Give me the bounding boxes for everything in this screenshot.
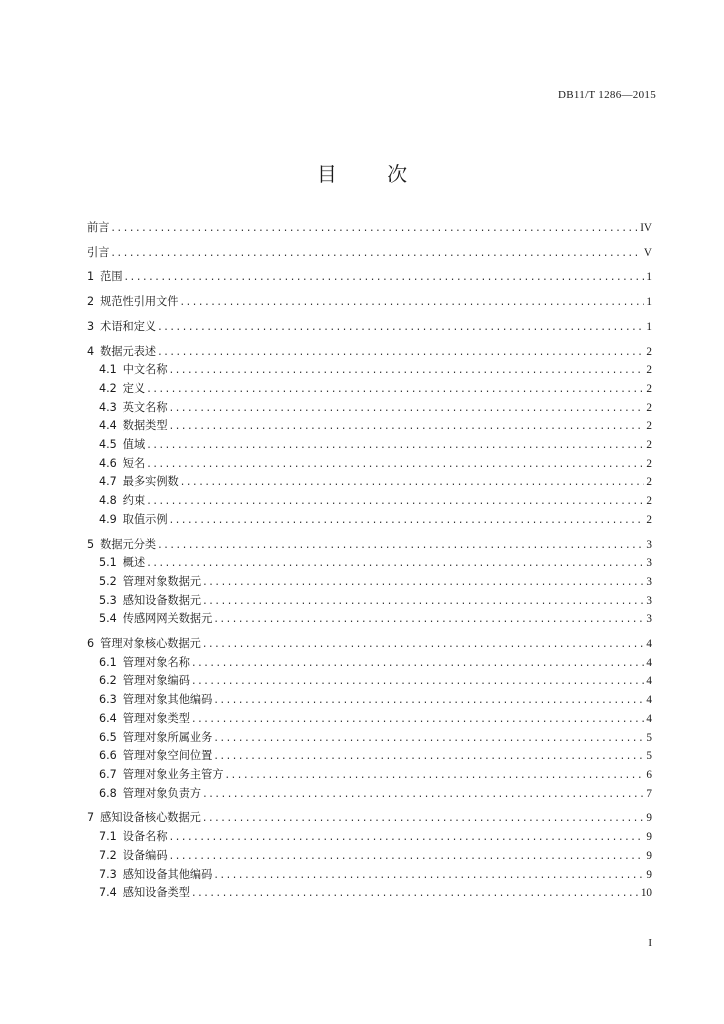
toc-entry-label: 约束 xyxy=(122,494,146,508)
toc-dot-leader xyxy=(203,592,644,611)
toc-entry-label: 规范性引用文件 xyxy=(100,295,179,309)
toc-entry-label: 管理对象核心数据元 xyxy=(100,637,201,651)
toc-entry-label: 管理对象所属业务 xyxy=(122,730,213,744)
toc-entry-label: 感知设备数据元 xyxy=(122,593,202,607)
toc-entry[interactable] xyxy=(87,436,652,455)
toc-entry-page: 2 xyxy=(646,364,652,377)
toc-dot-leader xyxy=(170,417,645,436)
toc-dot-leader xyxy=(147,492,644,511)
toc-entry-label: 范围 xyxy=(100,270,123,284)
toc-entry[interactable] xyxy=(87,729,652,748)
toc-entry-page: 3 xyxy=(646,613,652,626)
toc-entry-label: 感知设备核心数据元 xyxy=(100,811,201,825)
toc-entry-number: 4.2 xyxy=(99,381,117,395)
toc-dot-leader xyxy=(181,473,645,492)
toc-entry-page: 7 xyxy=(646,787,652,800)
toc-entry-page: 1 xyxy=(646,320,652,333)
toc-entry[interactable] xyxy=(87,809,652,828)
toc-entry-page: 4 xyxy=(646,694,652,707)
toc-entry[interactable] xyxy=(87,417,652,436)
toc-dot-leader xyxy=(158,536,644,555)
toc-entry-label: 定义 xyxy=(122,381,146,395)
toc-entry-number: 5.2 xyxy=(99,574,117,588)
toc-dot-leader xyxy=(192,672,644,691)
toc-entry-page: 6 xyxy=(646,768,652,781)
toc-entry[interactable] xyxy=(87,847,652,866)
toc-entry-page: 4 xyxy=(646,675,652,688)
toc-entry-label: 管理对象名称 xyxy=(122,655,190,669)
toc-entry-number: 6.2 xyxy=(99,674,117,688)
toc-entry-page: 10 xyxy=(640,887,652,900)
toc-entry-page: 4 xyxy=(646,638,652,651)
toc-dot-leader xyxy=(192,884,639,903)
toc-entry-number: 4.7 xyxy=(99,475,117,489)
toc-dot-leader xyxy=(214,866,644,885)
toc-entry-label: 最多实例数 xyxy=(122,475,179,489)
toc-entry-page: 5 xyxy=(646,750,652,763)
toc-dot-leader xyxy=(147,380,644,399)
toc-dot-leader xyxy=(111,219,638,238)
toc-dot-leader xyxy=(125,268,645,287)
toc-entry-label: 数据类型 xyxy=(122,419,168,433)
toc-entry-label: 管理对象空间位置 xyxy=(122,749,213,763)
toc-dot-leader xyxy=(170,361,645,380)
toc-entry-number: 4.1 xyxy=(99,363,117,377)
toc-entry-label: 数据元分类 xyxy=(100,537,157,551)
toc-entry-page: 3 xyxy=(646,538,652,551)
toc-dot-leader xyxy=(158,318,644,337)
toc-entry-number: 6.3 xyxy=(99,693,117,707)
toc-dot-leader xyxy=(192,710,644,729)
toc-dot-leader xyxy=(203,635,645,654)
toc-entry-page: 1 xyxy=(646,296,652,309)
toc-entry-page: 2 xyxy=(646,476,652,489)
toc-dot-leader xyxy=(170,847,645,866)
toc-entry-page: V xyxy=(643,246,652,259)
document-code: DB11/T 1286—2015 xyxy=(558,89,656,101)
toc-entry-label: 管理对象负责方 xyxy=(122,786,202,800)
toc-entry-label: 概述 xyxy=(122,556,146,570)
toc-entry-number: 3 xyxy=(87,319,95,333)
toc-entry-page: 2 xyxy=(646,457,652,470)
page-number: I xyxy=(648,937,652,949)
toc-dot-leader xyxy=(203,573,644,592)
toc-entry-number: 5.1 xyxy=(99,556,117,570)
toc-entry[interactable] xyxy=(87,380,652,399)
toc-entry[interactable] xyxy=(87,244,652,263)
toc-entry-page: 5 xyxy=(646,731,652,744)
toc-entry[interactable] xyxy=(87,610,652,629)
toc-entry-label: 值域 xyxy=(122,438,146,452)
toc-entry[interactable] xyxy=(87,343,652,362)
toc-entry-label: 设备名称 xyxy=(122,830,168,844)
toc-entry-page: 2 xyxy=(646,401,652,414)
toc-entry-label: 术语和定义 xyxy=(100,319,157,333)
toc-entry[interactable] xyxy=(87,318,652,337)
toc-dot-leader xyxy=(214,610,644,629)
toc-entry-number: 4.8 xyxy=(99,494,117,508)
toc-entry-page: 3 xyxy=(646,575,652,588)
toc-entry-label: 管理对象类型 xyxy=(122,711,190,725)
toc-entry[interactable] xyxy=(87,473,652,492)
toc-entry-page: 4 xyxy=(646,656,652,669)
toc-entry[interactable] xyxy=(87,219,652,238)
toc-entry-number: 4.9 xyxy=(99,512,117,526)
toc-entry-page: 1 xyxy=(646,271,652,284)
toc-entry-label: 感知设备类型 xyxy=(122,886,190,900)
toc-entry[interactable] xyxy=(87,455,652,474)
toc-entry-label: 数据元表述 xyxy=(100,344,157,358)
toc-entry-page: 2 xyxy=(646,513,652,526)
toc-entry-number: 5.3 xyxy=(99,593,117,607)
toc-entry-number: 6.7 xyxy=(99,767,117,781)
toc-entry[interactable] xyxy=(87,592,652,611)
toc-dot-leader xyxy=(170,828,645,847)
toc-entry-page: IV xyxy=(640,222,652,234)
toc-entry-number: 4.3 xyxy=(99,400,117,414)
toc-entry[interactable] xyxy=(87,492,652,511)
toc-entry-page: 2 xyxy=(646,439,652,452)
toc-entry-number: 6.6 xyxy=(99,749,117,763)
toc-entry[interactable] xyxy=(87,828,652,847)
toc-entry-label: 中文名称 xyxy=(122,363,168,377)
toc-entry[interactable] xyxy=(87,293,652,312)
toc-entry-label: 管理对象业务主管方 xyxy=(122,767,224,781)
toc-dot-leader xyxy=(192,654,644,673)
toc-entry-number: 6.1 xyxy=(99,655,117,669)
toc-entry-label: 引言 xyxy=(87,245,110,259)
toc-entry-number: 7.4 xyxy=(99,886,117,900)
toc-dot-leader xyxy=(147,436,644,455)
toc-dot-leader xyxy=(158,343,644,362)
toc-dot-leader xyxy=(203,809,645,828)
toc-entry-page: 9 xyxy=(646,812,652,825)
toc-entry[interactable] xyxy=(87,573,652,592)
toc-entry[interactable] xyxy=(87,536,652,555)
toc-entry-number: 7.1 xyxy=(99,830,117,844)
toc-dot-leader xyxy=(180,293,644,312)
toc-dot-leader xyxy=(111,244,642,263)
toc-entry[interactable] xyxy=(87,884,652,903)
toc-dot-leader xyxy=(214,691,644,710)
toc-entry-number: 4.6 xyxy=(99,456,117,470)
toc-entry[interactable] xyxy=(87,361,652,380)
toc-entry-label: 短名 xyxy=(122,456,146,470)
toc-entry[interactable] xyxy=(87,691,652,710)
toc-entry-page: 2 xyxy=(646,382,652,395)
toc-entry-label: 管理对象数据元 xyxy=(122,574,202,588)
toc-entry-number: 4.4 xyxy=(99,419,117,433)
toc-entry-page: 3 xyxy=(646,594,652,607)
toc-entry-number: 6.8 xyxy=(99,786,117,800)
toc-entry-number: 7.2 xyxy=(99,848,117,862)
toc-entry-label: 感知设备其他编码 xyxy=(122,867,213,881)
toc-entry-label: 前言 xyxy=(87,221,110,234)
toc-entry[interactable] xyxy=(87,654,652,673)
toc-dot-leader xyxy=(214,747,644,766)
toc-entry-number: 2 xyxy=(87,295,95,309)
toc-dot-leader xyxy=(214,729,644,748)
toc-entry-number: 5.4 xyxy=(99,612,117,626)
toc-dot-leader xyxy=(170,399,645,418)
toc-entry[interactable] xyxy=(87,866,652,885)
toc-entry-number: 1 xyxy=(87,270,95,284)
toc-dot-leader xyxy=(147,554,644,573)
toc-entry-number: 7 xyxy=(87,811,95,825)
toc-entry[interactable] xyxy=(87,672,652,691)
toc-entry-label: 管理对象其他编码 xyxy=(122,693,213,707)
toc-entry-label: 英文名称 xyxy=(122,400,168,414)
toc-entry-page: 9 xyxy=(646,849,652,862)
page-title: 目 次 xyxy=(316,162,430,186)
toc-dot-leader xyxy=(170,511,645,530)
toc-entry-number: 7.3 xyxy=(99,867,117,881)
toc-entry-page: 2 xyxy=(646,345,652,358)
toc-entry-page: 9 xyxy=(646,868,652,881)
toc-entry[interactable] xyxy=(87,747,652,766)
toc-entry-label: 传感网网关数据元 xyxy=(122,612,213,626)
toc-entry-page: 9 xyxy=(646,831,652,844)
toc-entry-label: 取值示例 xyxy=(122,512,168,526)
toc-entry-number: 5 xyxy=(87,537,95,551)
toc-entry[interactable] xyxy=(87,511,652,530)
toc-dot-leader xyxy=(203,785,644,804)
toc-entry-label: 设备编码 xyxy=(122,848,168,862)
toc-entry[interactable] xyxy=(87,785,652,804)
toc-entry[interactable] xyxy=(87,399,652,418)
toc-dot-leader xyxy=(226,766,645,785)
toc-entry[interactable] xyxy=(87,766,652,785)
toc-entry-number: 4 xyxy=(87,344,95,358)
toc-entry-number: 4.5 xyxy=(99,438,117,452)
toc-entry-label: 管理对象编码 xyxy=(122,674,190,688)
toc-entry[interactable] xyxy=(87,554,652,573)
toc-entry-number: 6 xyxy=(87,637,95,651)
toc-entry-page: 2 xyxy=(646,495,652,508)
toc-entry[interactable] xyxy=(87,635,652,654)
toc-entry[interactable] xyxy=(87,710,652,729)
table-of-contents xyxy=(87,219,652,903)
toc-entry[interactable] xyxy=(87,268,652,287)
toc-entry-number: 6.5 xyxy=(99,730,117,744)
toc-entry-page: 4 xyxy=(646,712,652,725)
toc-dot-leader xyxy=(147,455,644,474)
toc-entry-number: 6.4 xyxy=(99,711,117,725)
toc-entry-page: 2 xyxy=(646,420,652,433)
toc-entry-page: 3 xyxy=(646,557,652,570)
